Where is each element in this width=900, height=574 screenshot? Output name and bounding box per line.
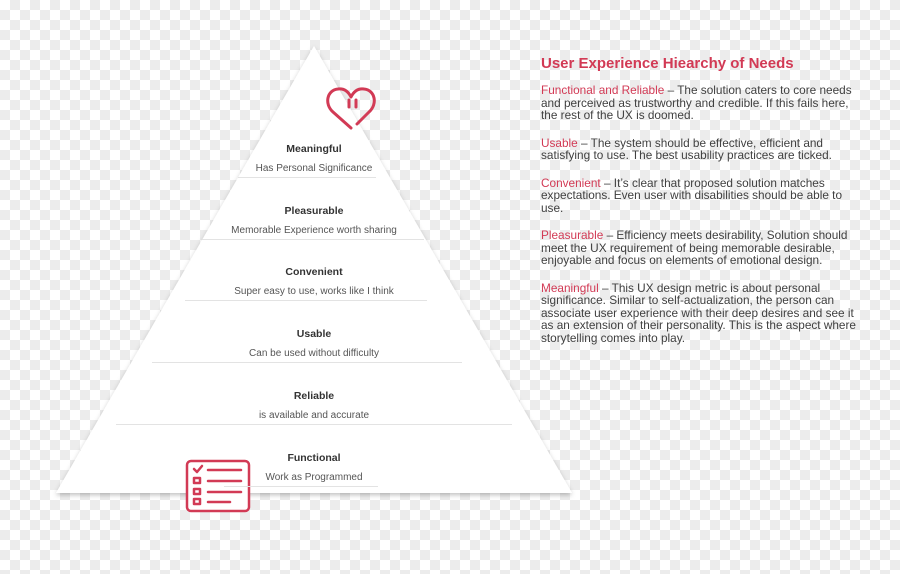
divider-1 (238, 177, 376, 178)
level-desc: Has Personal Significance (255, 163, 373, 174)
divider-6 (224, 486, 378, 487)
item-pleasurable (541, 229, 861, 267)
item-functional-reliable (541, 84, 861, 122)
divider-5 (116, 424, 512, 425)
divider-4 (152, 362, 462, 363)
item-meaningful (541, 282, 861, 345)
level-usable (249, 328, 379, 359)
level-convenient (234, 266, 394, 297)
item-text: – Efficiency meets desirability, Solution should meet the UX requirement of being memorable desirable, enjoyable and focus on elements of emotional design. (541, 228, 848, 267)
panel-title: User Experience Hiearchy of Needs (541, 55, 794, 72)
item-text: – The system should be effective, efficient and satisfying to use. The best usability practices are ticked. (541, 135, 832, 162)
level-name: Meaningful (286, 143, 342, 155)
item-text: – The solution caters to core needs and perceived as trustworthy and credible. If this fails here, the rest of the UX is doomed. (541, 83, 852, 122)
level-desc: Can be used without difficulty (249, 348, 379, 359)
level-desc: is available and accurate (258, 410, 370, 421)
item-term: Usable (541, 135, 578, 150)
level-name: Convenient (285, 266, 343, 278)
item-convenient (541, 177, 861, 215)
level-functional (265, 452, 362, 483)
level-reliable (259, 390, 369, 421)
item-text: – It’s clear that proposed solution matches expectations. Even user with disabilities should be able to use. (541, 175, 842, 215)
level-name: Reliable (293, 390, 335, 402)
description-panel (541, 55, 861, 359)
item-text: – This UX design metric is about personal significance. Similar to self-actualization, the person can associate user experience with their deep desires and see it as an extension of their personality. This is the aspect where storytelling comes into play. (541, 280, 856, 345)
level-pleasurable (231, 205, 397, 236)
level-name: Usable (296, 328, 332, 340)
level-desc: Super easy to use, works like I think (234, 286, 394, 297)
item-term: Meaningful (541, 280, 599, 295)
item-term: Convenient (541, 175, 601, 190)
level-desc: Work as Programmed (265, 472, 363, 483)
level-name: Functional (287, 452, 341, 464)
item-term: Pleasurable (541, 228, 604, 242)
level-name: Pleasurable (284, 205, 344, 217)
level-desc: Memorable Experience worth sharing (231, 225, 397, 236)
divider-3 (185, 300, 427, 301)
item-usable (541, 137, 861, 162)
item-term: Functional and Reliable (541, 83, 665, 97)
level-meaningful (256, 143, 373, 174)
divider-2 (202, 239, 424, 240)
